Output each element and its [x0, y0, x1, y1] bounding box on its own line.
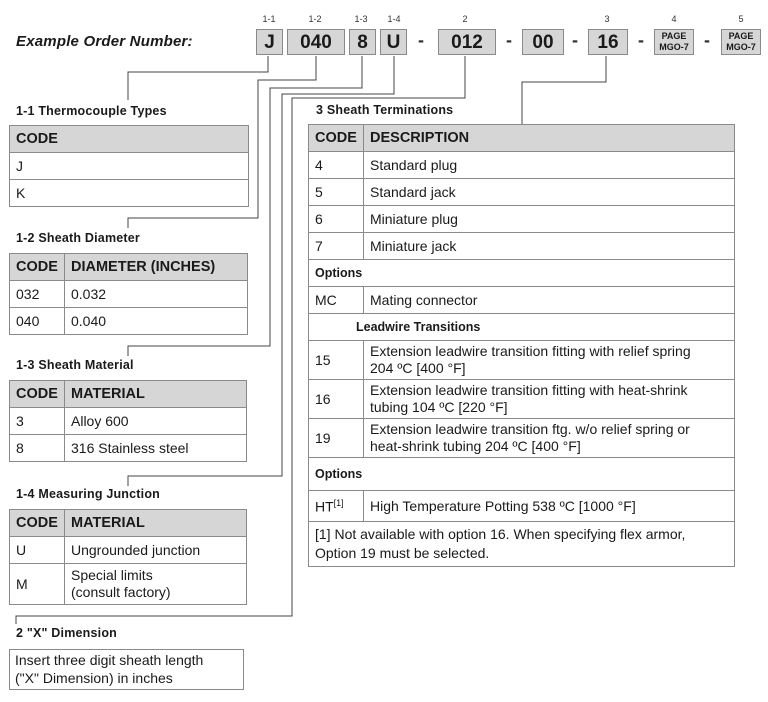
dash-5: - — [704, 30, 710, 50]
description-cell — [364, 419, 735, 458]
code-cell: 19 — [309, 419, 364, 458]
x-dimension-section-title: 2 "X" Dimension — [16, 626, 117, 640]
code-box-x-dimension: 012 — [438, 29, 496, 55]
description-cell: High Temperature Potting 538 ºC [1000 °F] — [364, 491, 735, 522]
column-header: CODE — [10, 126, 249, 153]
code-box-material: 8 — [349, 29, 376, 55]
description-line-2: 204 ºC [400 °F] — [370, 360, 466, 376]
dash-3: - — [572, 30, 578, 50]
table-row — [10, 308, 248, 335]
options-subheading: Options — [309, 458, 735, 491]
dash-1: - — [418, 30, 424, 50]
value-cell: Alloy 600 — [65, 408, 247, 435]
value-cell: 316 Stainless steel — [65, 435, 247, 462]
x-dimension-line-1: Insert three digit sheath length — [15, 652, 204, 668]
diameter-table — [9, 253, 248, 335]
table-row — [309, 458, 735, 491]
material-section-title: 1-3 Sheath Material — [16, 358, 134, 372]
footnote-line-1: [1] Not available with option 16. When specifying flex armor, — [315, 526, 686, 542]
code-box-option: 00 — [522, 29, 564, 55]
column-header: MATERIAL — [65, 381, 247, 408]
column-header: CODE — [10, 254, 65, 281]
options-subheading: Options — [309, 260, 735, 287]
material-table — [9, 380, 247, 462]
table-row — [309, 522, 735, 567]
table-row — [309, 380, 735, 419]
index-2: 2 — [462, 14, 468, 24]
description-line-2: tubing 104 ºC [220 °F] — [370, 399, 508, 415]
code-box-thermocouple: J — [256, 29, 283, 55]
dash-2: - — [506, 30, 512, 50]
column-header: CODE — [309, 125, 364, 152]
thermocouple-section-title: 1-1 Thermocouple Types — [16, 104, 167, 118]
table-row — [10, 537, 247, 564]
value-cell — [65, 564, 247, 605]
description-cell: Standard jack — [364, 179, 735, 206]
code-cell: 032 — [10, 281, 65, 308]
code-box-junction: U — [380, 29, 407, 55]
index-5: 5 — [738, 14, 744, 24]
code-cell: 5 — [309, 179, 364, 206]
column-header: DIAMETER (INCHES) — [65, 254, 248, 281]
index-1-1: 1-1 — [262, 14, 276, 24]
table-row — [10, 408, 247, 435]
code-cell: 3 — [10, 408, 65, 435]
x-dimension-line-2: ("X" Dimension) in inches — [15, 670, 173, 686]
description-line-1: Extension leadwire transition ftg. w/o relief spring or — [370, 421, 690, 437]
value-line-2: (consult factory) — [71, 584, 171, 600]
table-row — [309, 179, 735, 206]
page-ref-line2: MGO-7 — [726, 42, 756, 52]
table-row — [309, 206, 735, 233]
description-cell — [364, 380, 735, 419]
junction-section-title: 1-4 Measuring Junction — [16, 487, 161, 501]
code-cell: U — [10, 537, 65, 564]
terminations-table — [308, 124, 735, 567]
code-cell: 6 — [309, 206, 364, 233]
index-1-4: 1-4 — [387, 14, 401, 24]
value-cell: 0.032 — [65, 281, 248, 308]
value-cell: 0.040 — [65, 308, 248, 335]
description-cell — [364, 341, 735, 380]
description-cell: Mating connector — [364, 287, 735, 314]
code-cell: K — [10, 180, 249, 207]
junction-table — [9, 509, 247, 605]
description-line-2: heat-shrink tubing 204 ºC [400 °F] — [370, 438, 581, 454]
table-row — [309, 419, 735, 458]
column-header: MATERIAL — [65, 510, 247, 537]
code-text: HT — [315, 498, 334, 515]
page-ref-box-4 — [654, 29, 694, 55]
thermocouple-table — [9, 125, 249, 207]
page-ref-line2: MGO-7 — [659, 42, 689, 52]
table-row — [10, 564, 247, 605]
page-ref-line1: PAGE — [728, 31, 754, 41]
code-box-termination: 16 — [588, 29, 628, 55]
table-row — [309, 287, 735, 314]
page-ref-box-5 — [721, 29, 761, 55]
code-cell — [309, 491, 364, 522]
index-1-2: 1-2 — [308, 14, 322, 24]
table-row — [309, 233, 735, 260]
index-1-3: 1-3 — [354, 14, 368, 24]
x-dimension-box — [9, 649, 244, 690]
code-cell: 15 — [309, 341, 364, 380]
footnote — [309, 522, 735, 567]
table-row — [10, 153, 249, 180]
index-4: 4 — [671, 14, 677, 24]
code-cell: 8 — [10, 435, 65, 462]
code-cell: 7 — [309, 233, 364, 260]
description-cell: Miniature jack — [364, 233, 735, 260]
description-cell: Standard plug — [364, 152, 735, 179]
diameter-section-title: 1-2 Sheath Diameter — [16, 231, 140, 245]
description-cell: Miniature plug — [364, 206, 735, 233]
table-row — [309, 341, 735, 380]
footnote-line-2: Option 19 must be selected. — [315, 545, 490, 561]
code-cell: 16 — [309, 380, 364, 419]
code-cell: 4 — [309, 152, 364, 179]
code-cell: M — [10, 564, 65, 605]
dash-4: - — [638, 30, 644, 50]
description-line-1: Extension leadwire transition fitting with relief spring — [370, 343, 691, 359]
column-header: DESCRIPTION — [364, 125, 735, 152]
table-row — [10, 180, 249, 207]
table-row — [10, 281, 248, 308]
terminations-section-title: 3 Sheath Terminations — [316, 103, 454, 117]
table-row — [309, 152, 735, 179]
table-row — [10, 435, 247, 462]
code-cell: 040 — [10, 308, 65, 335]
column-header: CODE — [10, 381, 65, 408]
index-3: 3 — [604, 14, 610, 24]
order-title: Example Order Number: — [16, 33, 193, 50]
table-row — [309, 314, 735, 341]
code-box-diameter: 040 — [287, 29, 345, 55]
code-cell: J — [10, 153, 249, 180]
code-cell: MC — [309, 287, 364, 314]
footnote-marker: [1] — [333, 497, 344, 508]
page-ref-line1: PAGE — [661, 31, 687, 41]
table-row — [309, 260, 735, 287]
leadwire-subheading: Leadwire Transitions — [309, 314, 735, 341]
column-header: CODE — [10, 510, 65, 537]
value-line-1: Special limits — [71, 567, 153, 583]
table-row — [309, 491, 735, 522]
description-line-1: Extension leadwire transition fitting with heat-shrink — [370, 382, 688, 398]
value-cell: Ungrounded junction — [65, 537, 247, 564]
